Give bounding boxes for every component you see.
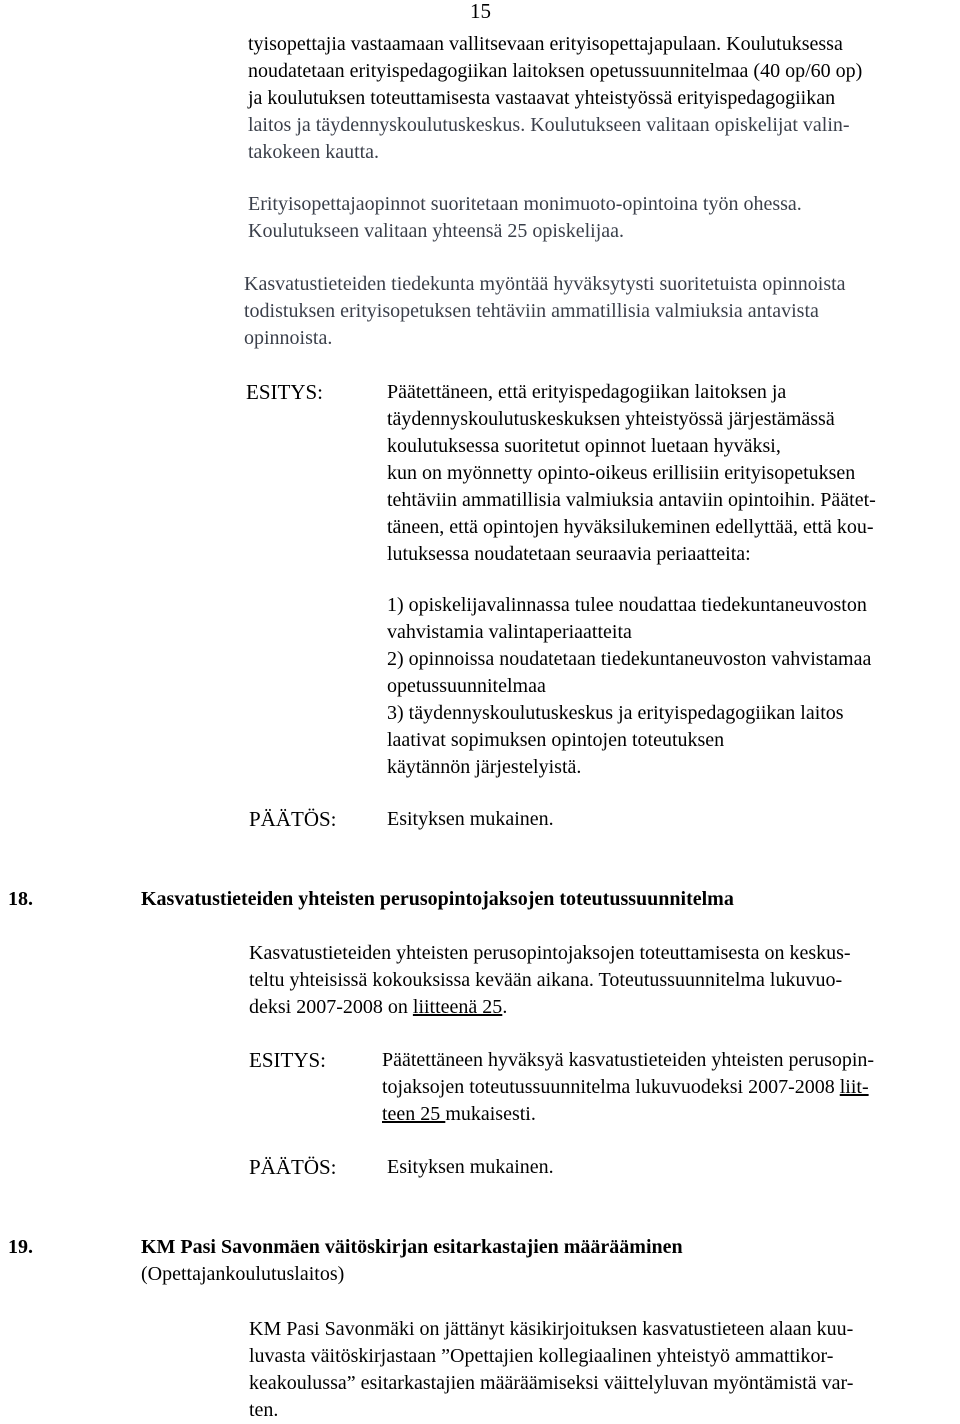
esitys-text-part: mukaisesti. [445,1103,536,1125]
paragraph-line: todistuksen erityisopetuksen tehtäviin ammatillisia valmiuksia antavista [244,300,819,322]
intro-line: noudatetaan erityispedagogiikan laitoksen opetussuunnitelmaa (40 op/60 op) [248,60,863,82]
esitys-line: täydennyskoulutuskeskuksen yhteistyössä järjestämässä [387,408,835,430]
paragraph-line: opinnoista. [244,327,333,349]
esitys-text-part: tojaksojen toteutussuunnitelma lukuvuodeksi 2007-2008 [382,1076,840,1098]
list-item: 1) opiskelijavalinnassa tulee noudattaa tiedekuntaneuvoston [387,594,867,616]
body-line: Kasvatustieteiden yhteisten perusopintojaksojen toteuttamisesta on keskus- [249,942,851,964]
paragraph-2 [248,191,802,245]
paragraph-line: Koulutukseen valitaan yhteensä 25 opiskelijaa. [248,220,625,242]
item-18-title: Kasvatustieteiden yhteisten perusopintojaksojen toteutussuunnitelma [141,888,734,910]
esitys-line: lutuksessa noudatetaan seuraavia periaatteita: [387,543,751,565]
esitys-text [382,1047,874,1128]
list-item: 2) opinnoissa noudatetaan tiedekuntaneuvoston vahvistamaa [387,648,872,670]
intro-paragraph [248,31,862,166]
attachment-link[interactable]: teen 25 [382,1103,446,1125]
paragraph-line: Kasvatustieteiden tiedekunta myöntää hyväksytysti suoritetuista opinnoista [244,273,846,295]
item-19-subtitle: (Opettajankoulutuslaitos) [141,1263,345,1285]
paragraph-3 [244,271,846,352]
item-18-body [249,940,851,1021]
body-line: KM Pasi Savonmäki on jättänyt käsikirjoituksen kasvatustieteen alaan kuu- [249,1318,854,1340]
paragraph-line: Erityisopettajaopinnot suoritetaan monimuoto-opintoina työn ohessa. [248,193,802,215]
esitys-line: koulutuksessa suoritetut opinnot luetaan hyväksi, [387,435,781,457]
item-19-title: KM Pasi Savonmäen väitöskirjan esitarkastajien määrääminen [141,1236,683,1258]
page-number: 15 [470,0,491,23]
esitys-line: Päätettäneen hyväksyä kasvatustieteiden yhteisten perusopin- [382,1049,875,1071]
intro-line: tyisopettajia vastaamaan vallitsevaan erityisopettajapulaan. Koulutuksessa [248,33,843,55]
esitys-line [382,1101,874,1128]
intro-line: takokeen kautta. [248,141,380,163]
esitys-text [387,379,876,568]
paatos-label: PÄÄTÖS: [249,807,337,831]
esitys-line: tehtäviin ammatillisia valmiuksia antaviin opintoihin. Päätet- [387,489,876,511]
principles-list [387,592,871,781]
attachment-link[interactable]: liit- [839,1076,869,1098]
paatos-text: Esityksen mukainen. [387,808,554,830]
paatos-text: Esityksen mukainen. [387,1156,554,1178]
body-line [249,994,851,1021]
item-19-number: 19. [8,1236,33,1258]
body-text: deksi 2007-2008 on [249,996,413,1018]
list-item: laativat sopimuksen opintojen toteutuksen [387,729,725,751]
esitys-line [382,1074,874,1101]
esitys-label: ESITYS: [246,380,324,404]
body-line: teltu yhteisissä kokouksissa kevään aikana. Toteutussuunnitelma lukuvuo- [249,969,843,991]
list-item: käytännön järjestelyistä. [387,756,582,778]
body-line: keakoulussa” esitarkastajien määräämiseksi väittelyluvan myöntämistä var- [249,1372,854,1394]
list-item: 3) täydennyskoulutuskeskus ja erityispedagogiikan laitos [387,702,844,724]
esitys-line: täneen, että opintojen hyväksilukeminen edellyttää, että kou- [387,516,874,538]
body-line: luvasta väitöskirjastaan ”Opettajien kollegiaalinen yhteistyö ammattikor- [249,1345,834,1367]
body-text: . [502,996,508,1018]
item-18-number: 18. [8,888,33,910]
esitys-label: ESITYS: [249,1048,327,1072]
list-item: opetussuunnitelmaa [387,675,546,697]
item-19-body [249,1316,853,1424]
attachment-link[interactable]: liitteenä 25 [412,996,503,1018]
esitys-line: Päätettäneen, että erityispedagogiikan laitoksen ja [387,381,787,403]
intro-line: ja koulutuksen toteuttamisesta vastaavat yhteistyössä erityispedagogiikan [248,87,836,109]
intro-line: laitos ja täydennyskoulutuskeskus. Koulutukseen valitaan opiskelijat valin- [248,114,850,136]
paatos-label: PÄÄTÖS: [249,1155,337,1179]
esitys-line: kun on myönnetty opinto-oikeus erillisiin erityisopetuksen [387,462,856,484]
body-line: ten. [249,1399,279,1421]
list-item: vahvistamia valintaperiaatteita [387,621,632,643]
